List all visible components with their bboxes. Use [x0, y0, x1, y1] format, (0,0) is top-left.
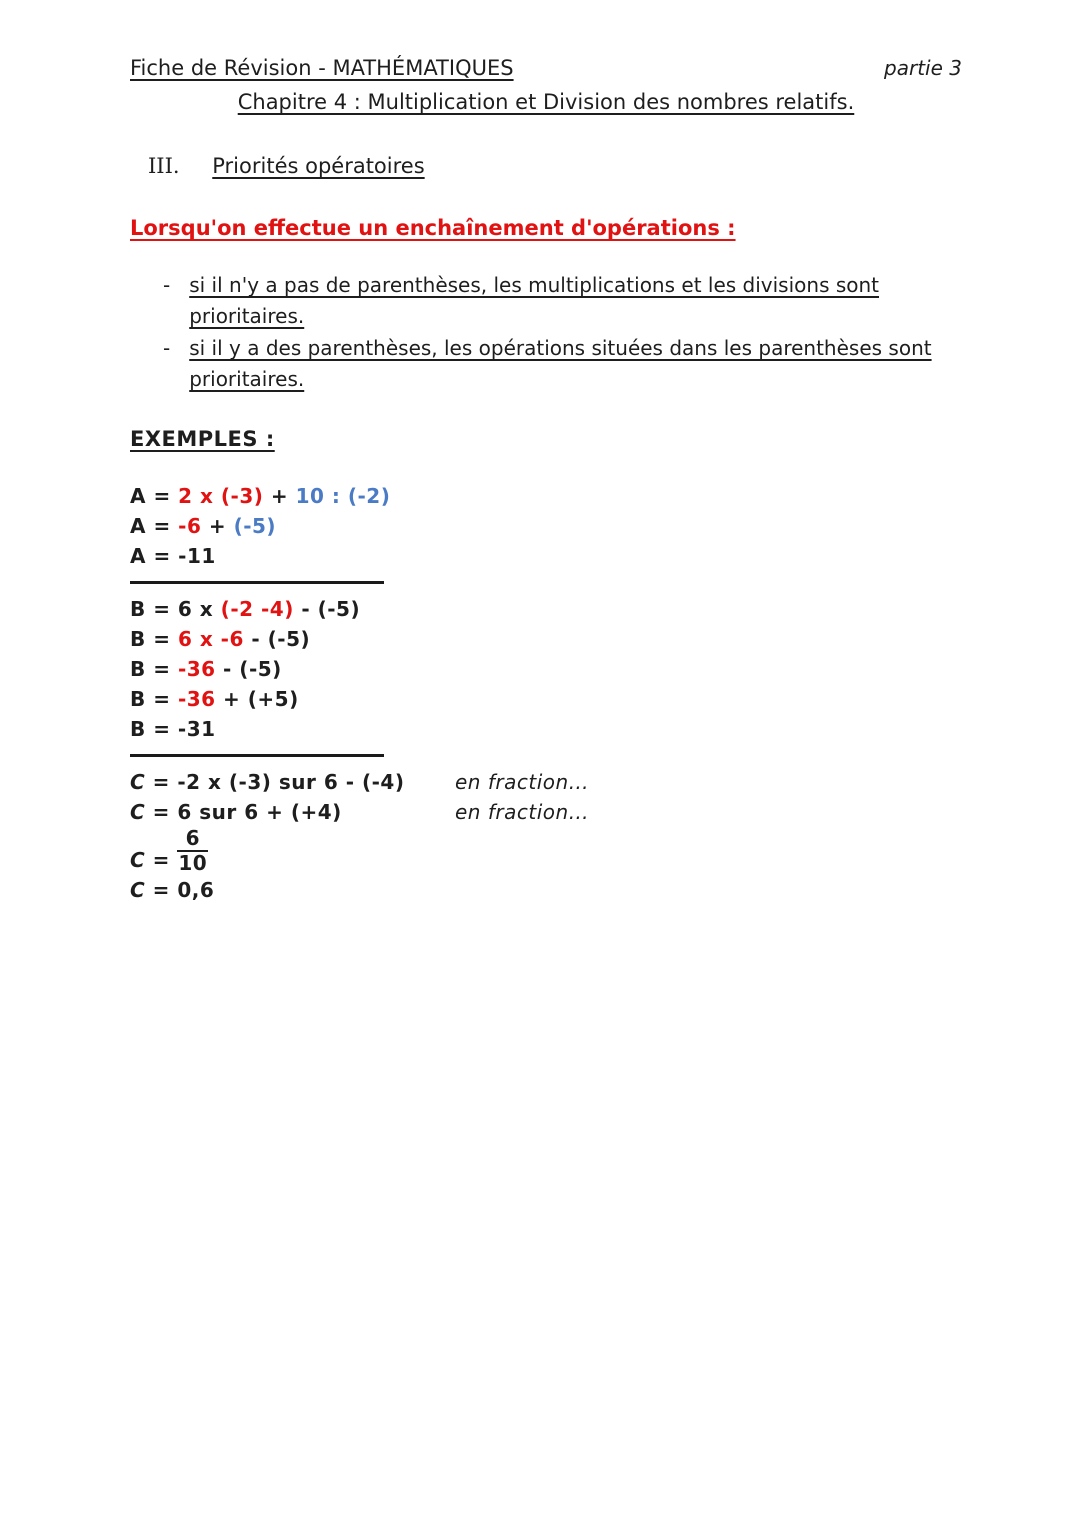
chapter-title-row	[130, 90, 962, 114]
equation-segment: = -2 x (-3) sur 6 - (-4)	[145, 770, 405, 794]
equation-segment: C	[130, 800, 146, 824]
equation-segment: +	[263, 484, 296, 508]
rules-list	[130, 270, 962, 395]
equation-segment: + (+5)	[215, 687, 299, 711]
equation-segment: = 6 sur 6 + (+4)	[145, 800, 342, 824]
example-block-b	[130, 594, 962, 744]
rule-heading-text: Lorsqu'on effectue un enchaînement d'opérations :	[130, 216, 736, 240]
equation-expression	[130, 717, 216, 741]
rule-heading	[130, 216, 962, 240]
list-item	[163, 270, 962, 332]
equation-line	[130, 624, 962, 654]
chapter-title: Chapitre 4 : Multiplication et Division des nombres relatifs.	[237, 90, 855, 114]
equation-segment: (-2 -4)	[220, 597, 294, 621]
page-title: Fiche de Révision - MATHÉMATIQUES	[130, 56, 514, 80]
examples-heading	[130, 427, 962, 451]
equation-segment: = 0,6	[145, 878, 215, 902]
equation-segment: A = -11	[130, 544, 216, 568]
equation-line	[130, 654, 962, 684]
equation-segment: =	[145, 848, 178, 872]
equation-segment: B =	[130, 657, 178, 681]
fraction-note: en fraction…	[455, 770, 590, 794]
equation-segment: - (-5)	[293, 597, 361, 621]
page-header	[130, 56, 962, 80]
equation-segment: C	[130, 848, 146, 872]
equation-segment: - (-5)	[243, 627, 311, 651]
equation-line	[130, 541, 962, 571]
equation-expression	[130, 484, 390, 508]
separator-line	[130, 581, 384, 584]
equation-segment: -36	[177, 687, 216, 711]
equation-line	[130, 827, 962, 875]
example-block-a	[130, 481, 962, 571]
section-numeral: III.	[148, 154, 180, 178]
equation-segment: B =	[130, 687, 178, 711]
equation-expression	[130, 878, 214, 902]
separator-line	[130, 754, 384, 757]
section-heading	[130, 154, 962, 178]
equation-segment: B =	[130, 627, 178, 651]
equation-line	[130, 511, 962, 541]
equation-expression	[130, 514, 276, 538]
equation-line	[130, 797, 962, 827]
equation-segment: - (-5)	[215, 657, 282, 681]
equation-expression	[130, 826, 208, 875]
equation-segment: 10 : (-2)	[295, 484, 391, 508]
equation-line	[130, 594, 962, 624]
equation-line	[130, 481, 962, 511]
equation-expression	[130, 597, 360, 621]
fraction	[177, 827, 208, 875]
bullet-text: si il y a des parenthèses, les opérations situées dans les parenthèses sont prioritaires.	[189, 336, 932, 391]
equation-line	[130, 684, 962, 714]
equation-segment: +	[201, 514, 234, 538]
equation-line	[130, 714, 962, 744]
equation-expression	[130, 687, 299, 711]
fraction-denominator: 10	[178, 851, 208, 875]
section-title: Priorités opératoires	[212, 154, 425, 178]
equation-segment: -36	[177, 657, 216, 681]
equation-expression	[130, 657, 282, 681]
examples-heading-text: EXEMPLES :	[130, 427, 275, 451]
equation-segment: (-5)	[233, 514, 277, 538]
equation-segment: B = 6 x	[130, 597, 221, 621]
equation-segment: -6	[178, 514, 202, 538]
fraction-numerator: 6	[185, 826, 200, 850]
equation-segment: 2 x (-3)	[178, 484, 264, 508]
bullet-text: si il n'y a pas de parenthèses, les multiplications et les divisions sont prioritaires.	[189, 273, 880, 328]
list-item	[163, 333, 962, 395]
equation-expression	[130, 770, 404, 794]
equation-segment: A =	[130, 484, 179, 508]
equation-line	[130, 875, 962, 905]
dash-marker: -	[163, 336, 171, 360]
equation-segment: A =	[130, 514, 179, 538]
dash-marker: -	[163, 273, 171, 297]
equation-line	[130, 767, 962, 797]
equation-expression	[130, 800, 342, 824]
example-block-c	[130, 767, 962, 905]
part-label: partie 3	[884, 56, 962, 80]
equation-segment: 6 x -6	[177, 627, 244, 651]
equation-segment: C	[130, 770, 146, 794]
equation-segment: B = -31	[130, 717, 216, 741]
equation-expression	[130, 627, 310, 651]
equation-expression	[130, 544, 216, 568]
fraction-note: en fraction…	[455, 800, 590, 824]
equation-segment: C	[130, 878, 146, 902]
